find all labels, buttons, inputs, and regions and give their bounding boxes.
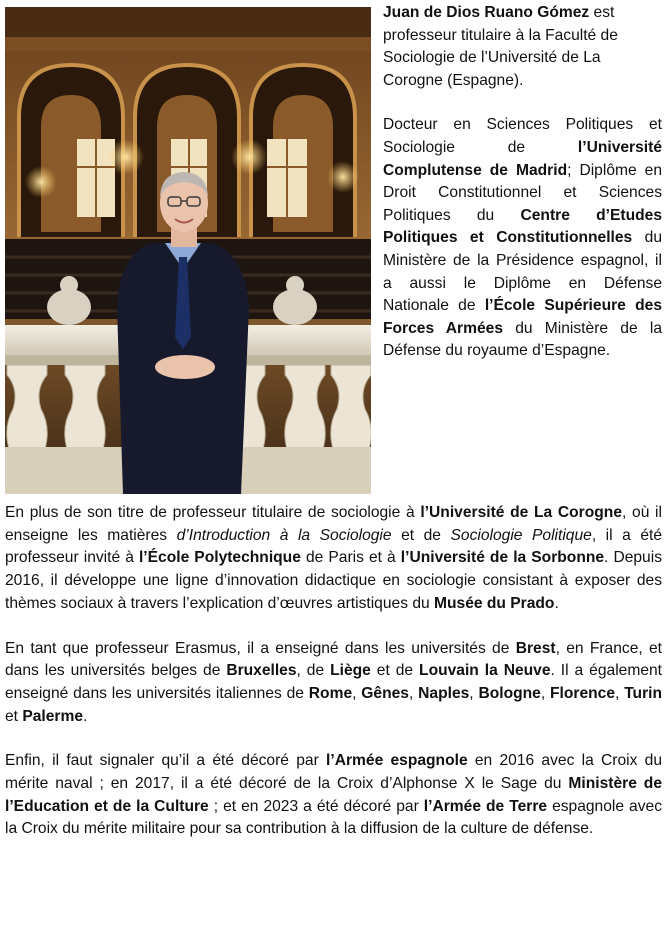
erasmus-paragraph: En tant que professeur Erasmus, il a enseigné dans les universités de Brest, en France, et dans les universités belges de Bruxelles, de Liège et de Louvain la Neuve. Il a également enseigné dans les universités italiennes de Rome, Gênes, Naples, Bologne, Florence, Turin et Palerme. bbox=[5, 639, 663, 725]
person-name: Juan de Dios Ruano Gómez bbox=[383, 4, 590, 21]
intro-column bbox=[383, 2, 662, 385]
main-body bbox=[5, 502, 662, 863]
awards-paragraph: Enfin, il faut signaler qu’il a été décoré par l’Armée espagnole en 2016 avec la Croix du mérite naval ; en 2017, il a été décoré de la Croix d’Alphonse X le Sage du Ministère de l’Education et de la Culture ; et en 2023 a été décoré par l’Armée de Terre espagnole avec la Croix du mérite militaire pour sa contribution à la diffusion de la culture de défense. bbox=[5, 752, 662, 838]
degrees-paragraph: Docteur en Sciences Politiques et Sociologie de l’Université Complutense de Madrid; Diplôme en Droit Constitutionnel et Sciences Politiques du Centre d’Etudes Politiques et Constitutionnelles du Ministère de la Présidence espagnol, il a aussi le Diplôme en Défense Nationale de l’École Supérieure des Forces Armées du Ministère de la Défense du royaume d’Espagne. bbox=[383, 116, 663, 360]
portrait-photo bbox=[5, 7, 371, 494]
teaching-paragraph: En plus de son titre de professeur titulaire de sociologie à l’Université de La Corogne, où il enseigne les matières d’Introduction à la Sociologie et de Sociologie Politique, il a été professeur invité à l’École Polytechnique de Paris et à l’Université de la Sorbonne. Depuis 2016, il développe une ligne d’innovation didactique en sociologie consistant à exposer des thèmes sociaux à travers l’explication d’œuvres artistiques du Musée du Prado. bbox=[5, 504, 662, 612]
intro-paragraph: Juan de Dios Ruano Gómez est professeur titulaire à la Faculté de Sociologie de l’Université de La Corogne (Espagne). bbox=[383, 4, 618, 89]
